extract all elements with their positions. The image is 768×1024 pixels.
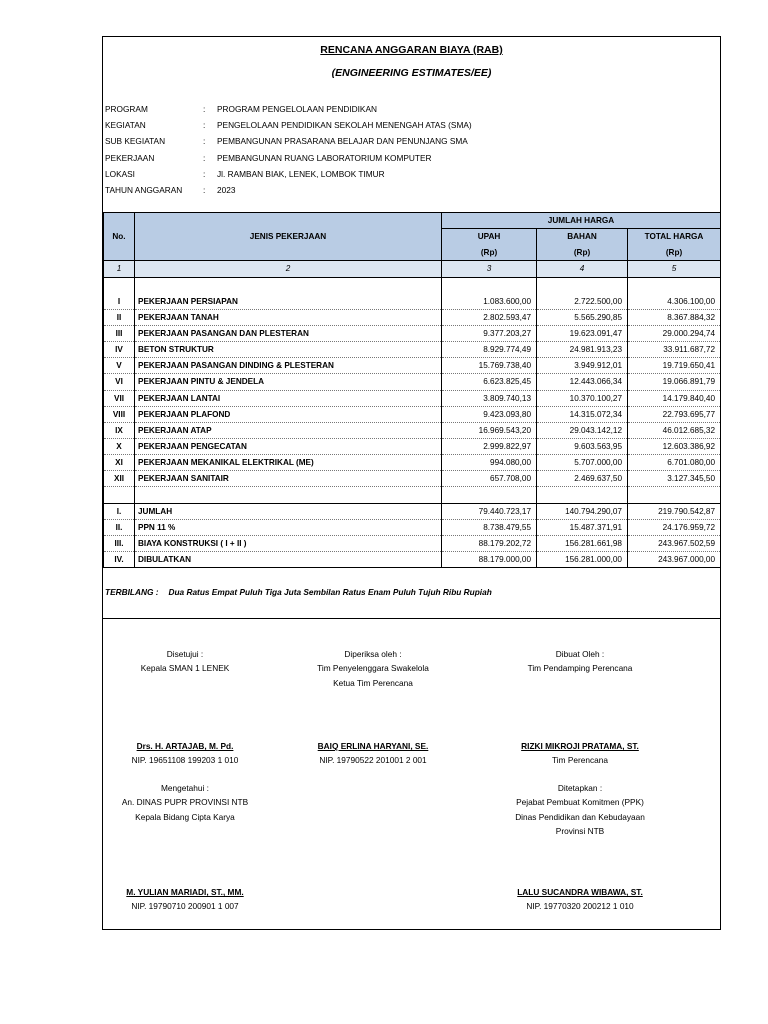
- header-bahan: BAHAN: [537, 229, 628, 245]
- info-row: [105, 117, 715, 133]
- row-job: DIBULATKAN: [135, 551, 442, 567]
- terbilang-label: TERBILANG :: [105, 587, 159, 597]
- column-number: 2: [135, 261, 442, 277]
- column-number: 5: [628, 261, 721, 277]
- row-job: BETON STRUKTUR: [135, 342, 442, 358]
- sig-line: Provinsi NTB: [555, 825, 605, 836]
- row-bahan: 156.281.000,00: [537, 551, 628, 567]
- row-job: BIAYA KONSTRUKSI ( I + II ): [135, 535, 442, 551]
- row-upah: 9.377.203,27: [442, 325, 537, 341]
- table-row: [104, 342, 721, 358]
- row-job: PEKERJAAN PINTU & JENDELA: [135, 374, 442, 390]
- table-row: [104, 390, 721, 406]
- row-total: 8.367.884,32: [628, 309, 721, 325]
- header-no: No.: [104, 213, 135, 261]
- info-value: 2023: [217, 185, 236, 196]
- row-upah: 657.708,00: [442, 471, 537, 487]
- row-upah: 15.769.738,40: [442, 358, 537, 374]
- row-number: III.: [104, 535, 135, 551]
- sig-line: Dinas Pendidikan dan Kebudayaan: [515, 811, 645, 822]
- column-number: 4: [537, 261, 628, 277]
- signature-known: [101, 781, 269, 824]
- row-total: 33.911.687,72: [628, 342, 721, 358]
- signer-nip: NIP. 19770320 200212 1 010: [526, 901, 634, 912]
- info-colon: :: [203, 120, 206, 131]
- sig-line: Tim Penyelenggara Swakelola: [317, 663, 429, 674]
- info-colon: :: [203, 168, 206, 179]
- header-upah: UPAH: [442, 229, 537, 245]
- row-bahan: 12.443.066,34: [537, 374, 628, 390]
- signer-nip: NIP. 19651108 199203 1 010: [131, 755, 239, 766]
- row-bahan: 19.623.091,47: [537, 325, 628, 341]
- table-row: [104, 293, 721, 309]
- row-job: PEKERJAAN PASANGAN DAN PLESTERAN: [135, 325, 442, 341]
- info-key: SUB KEGIATAN: [105, 136, 166, 147]
- table-row: [104, 519, 721, 535]
- row-total: 19.066.891,79: [628, 374, 721, 390]
- info-key: LOKASI: [105, 168, 135, 179]
- row-bahan: 10.370.100,27: [537, 390, 628, 406]
- row-job: PEKERJAAN PASANGAN DINDING & PLESTERAN: [135, 358, 442, 374]
- table-row: [104, 374, 721, 390]
- info-colon: :: [203, 185, 206, 196]
- signature-set: [487, 781, 673, 838]
- row-number: X: [104, 438, 135, 454]
- sig-line: Pejabat Pembuat Komitmen (PPK): [516, 797, 644, 808]
- sig-line: Mengetahui :: [161, 783, 209, 793]
- header-job: JENIS PEKERJAAN: [135, 213, 442, 261]
- info-row: [105, 166, 715, 182]
- table-row: [104, 471, 721, 487]
- header-unit: (Rp): [442, 245, 537, 261]
- signer-nip: NIP. 19790710 200901 1 007: [131, 901, 239, 912]
- signer-name: BAIQ ERLINA HARYANI, SE.: [317, 741, 429, 751]
- sig-line: Disetujui :: [166, 649, 204, 659]
- row-number: XII: [104, 471, 135, 487]
- row-total: 3.127.345,50: [628, 471, 721, 487]
- info-row: [105, 101, 715, 117]
- info-row: [105, 182, 715, 198]
- row-number: IV: [104, 342, 135, 358]
- row-number: VI: [104, 374, 135, 390]
- row-number: III: [104, 325, 135, 341]
- blank-row: [104, 277, 721, 293]
- row-job: PEKERJAAN LANTAI: [135, 390, 442, 406]
- table-row: [104, 325, 721, 341]
- info-value: PEMBANGUNAN RUANG LABORATORIUM KOMPUTER: [217, 152, 432, 163]
- header-unit: (Rp): [537, 245, 628, 261]
- rab-table: [103, 212, 721, 568]
- signature-checked-name: [288, 739, 458, 768]
- table-row: [104, 422, 721, 438]
- row-job: PEKERJAAN SANITAIR: [135, 471, 442, 487]
- row-bahan: 3.949.912,01: [537, 358, 628, 374]
- signer-name: LALU SUCANDRA WIBAWA, ST.: [517, 887, 643, 897]
- info-key: PEKERJAAN: [105, 152, 155, 163]
- row-total: 19.719.650,41: [628, 358, 721, 374]
- row-job: PPN 11 %: [135, 519, 442, 535]
- signature-approved-name: [101, 739, 269, 768]
- header-total: TOTAL HARGA: [628, 229, 721, 245]
- info-key: KEGIATAN: [105, 120, 146, 131]
- info-key: PROGRAM: [105, 104, 148, 115]
- sig-line: Ketua Tim Perencana: [333, 677, 413, 688]
- table-row: [104, 535, 721, 551]
- info-colon: :: [203, 152, 206, 163]
- row-bahan: 156.281.661,98: [537, 535, 628, 551]
- info-row: [105, 150, 715, 166]
- sig-line: Kepala Bidang Cipta Karya: [135, 811, 235, 822]
- row-total: 6.701.080,00: [628, 455, 721, 471]
- row-upah: 88.179.000,00: [442, 551, 537, 567]
- column-number: 3: [442, 261, 537, 277]
- row-job: JUMLAH: [135, 503, 442, 519]
- summary-rows: [104, 503, 721, 568]
- row-upah: 8.738.479,55: [442, 519, 537, 535]
- row-upah: 8.929.774,49: [442, 342, 537, 358]
- row-bahan: 29.043.142,12: [537, 422, 628, 438]
- info-value: PEMBANGUNAN PRASARANA BELAJAR DAN PENUNJANG SMA: [217, 136, 468, 147]
- column-number: 1: [104, 261, 135, 277]
- sig-line: Kepala SMAN 1 LENEK: [140, 663, 230, 674]
- terbilang: [105, 587, 492, 597]
- row-number: II.: [104, 519, 135, 535]
- row-total: 243.967.000,00: [628, 551, 721, 567]
- signer-nip: NIP. 19790522 201001 2 001: [319, 755, 427, 766]
- info-value: Jl. RAMBAN BIAK, LENEK, LOMBOK TIMUR: [217, 168, 385, 179]
- info-value: PENGELOLAAN PENDIDIKAN SEKOLAH MENENGAH ATAS (SMA): [217, 120, 472, 131]
- row-bahan: 140.794.290,07: [537, 503, 628, 519]
- table-row: [104, 438, 721, 454]
- signer-name: Drs. H. ARTAJAB, M. Pd.: [136, 741, 234, 751]
- sig-line: Diperiksa oleh :: [344, 649, 402, 659]
- signature-approved: [101, 647, 269, 676]
- signer-name: RIZKI MIKROJI PRATAMA, ST.: [521, 741, 639, 751]
- row-upah: 79.440.723,17: [442, 503, 537, 519]
- row-job: PEKERJAAN ATAP: [135, 422, 442, 438]
- row-bahan: 9.603.563,95: [537, 438, 628, 454]
- row-total: 29.000.294,74: [628, 325, 721, 341]
- row-upah: 88.179.202,72: [442, 535, 537, 551]
- row-upah: 3.809.740,13: [442, 390, 537, 406]
- row-bahan: 5.565.290,85: [537, 309, 628, 325]
- row-number: I: [104, 293, 135, 309]
- row-job: PEKERJAAN MEKANIKAL ELEKTRIKAL (ME): [135, 455, 442, 471]
- row-job: PEKERJAAN PLAFOND: [135, 406, 442, 422]
- row-job: PEKERJAAN PERSIAPAN: [135, 293, 442, 309]
- info-colon: :: [203, 136, 206, 147]
- signature-checked: [288, 647, 458, 690]
- info-key: TAHUN ANGGARAN: [105, 185, 183, 196]
- table-header-row: [104, 213, 721, 229]
- sig-line: Tim Pendamping Perencana: [527, 663, 633, 674]
- row-number: IV.: [104, 551, 135, 567]
- signer-nip: Tim Perencana: [552, 755, 608, 766]
- row-total: 12.603.386,92: [628, 438, 721, 454]
- row-bahan: 15.487.371,91: [537, 519, 628, 535]
- row-total: 22.793.695,77: [628, 406, 721, 422]
- row-number: IX: [104, 422, 135, 438]
- table-row: [104, 358, 721, 374]
- row-upah: 16.969.543,20: [442, 422, 537, 438]
- row-total: 219.790.542,87: [628, 503, 721, 519]
- table-row: [104, 455, 721, 471]
- table-row: [104, 406, 721, 422]
- signer-name: M. YULIAN MARIADI, ST., MM.: [126, 887, 244, 897]
- row-upah: 1.083.600,00: [442, 293, 537, 309]
- row-bahan: 5.707.000,00: [537, 455, 628, 471]
- document-subtitle: (ENGINEERING ESTIMATES/EE): [331, 67, 492, 79]
- row-number: XI: [104, 455, 135, 471]
- blank-row: [104, 487, 721, 503]
- signature-made: [487, 647, 673, 676]
- row-number: VIII: [104, 406, 135, 422]
- signature-set-name: [487, 885, 673, 914]
- info-colon: :: [203, 104, 206, 115]
- row-bahan: 2.722.500,00: [537, 293, 628, 309]
- signature-made-name: [487, 739, 673, 768]
- table-row: [104, 309, 721, 325]
- row-bahan: 14.315.072,34: [537, 406, 628, 422]
- row-total: 46.012.685,32: [628, 422, 721, 438]
- sig-line: An. DINAS PUPR PROVINSI NTB: [121, 797, 249, 808]
- row-number: II: [104, 309, 135, 325]
- row-upah: 2.802.593,47: [442, 309, 537, 325]
- column-number-row: [104, 261, 721, 277]
- sig-line: Dibuat Oleh :: [555, 649, 605, 659]
- project-info: [105, 101, 715, 198]
- row-job: PEKERJAAN TANAH: [135, 309, 442, 325]
- info-value: PROGRAM PENGELOLAAN PENDIDIKAN: [217, 104, 377, 115]
- row-total: 14.179.840,40: [628, 390, 721, 406]
- row-number: I.: [104, 503, 135, 519]
- row-upah: 994.080,00: [442, 455, 537, 471]
- row-total: 243.967.502,59: [628, 535, 721, 551]
- row-number: V: [104, 358, 135, 374]
- row-total: 4.306.100,00: [628, 293, 721, 309]
- header-unit: (Rp): [628, 245, 721, 261]
- terbilang-value: Dua Ratus Empat Puluh Tiga Juta Sembilan Ratus Enam Puluh Tujuh Ribu Rupiah: [168, 587, 492, 597]
- row-upah: 2.999.822,97: [442, 438, 537, 454]
- signature-known-name: [101, 885, 269, 914]
- row-bahan: 24.981.913,23: [537, 342, 628, 358]
- row-job: PEKERJAAN PENGECATAN: [135, 438, 442, 454]
- work-rows: [104, 293, 721, 487]
- document-title: RENCANA ANGGARAN BIAYA (RAB): [320, 44, 503, 56]
- row-upah: 6.623.825,45: [442, 374, 537, 390]
- info-row: [105, 133, 715, 149]
- row-number: VII: [104, 390, 135, 406]
- row-upah: 9.423.093,80: [442, 406, 537, 422]
- table-row: [104, 551, 721, 567]
- divider: [103, 618, 720, 619]
- row-bahan: 2.469.637,50: [537, 471, 628, 487]
- table-row: [104, 503, 721, 519]
- rab-document: [102, 36, 721, 930]
- row-total: 24.176.959,72: [628, 519, 721, 535]
- header-jumlah-harga: JUMLAH HARGA: [442, 213, 721, 229]
- sig-line: Ditetapkan :: [557, 783, 603, 793]
